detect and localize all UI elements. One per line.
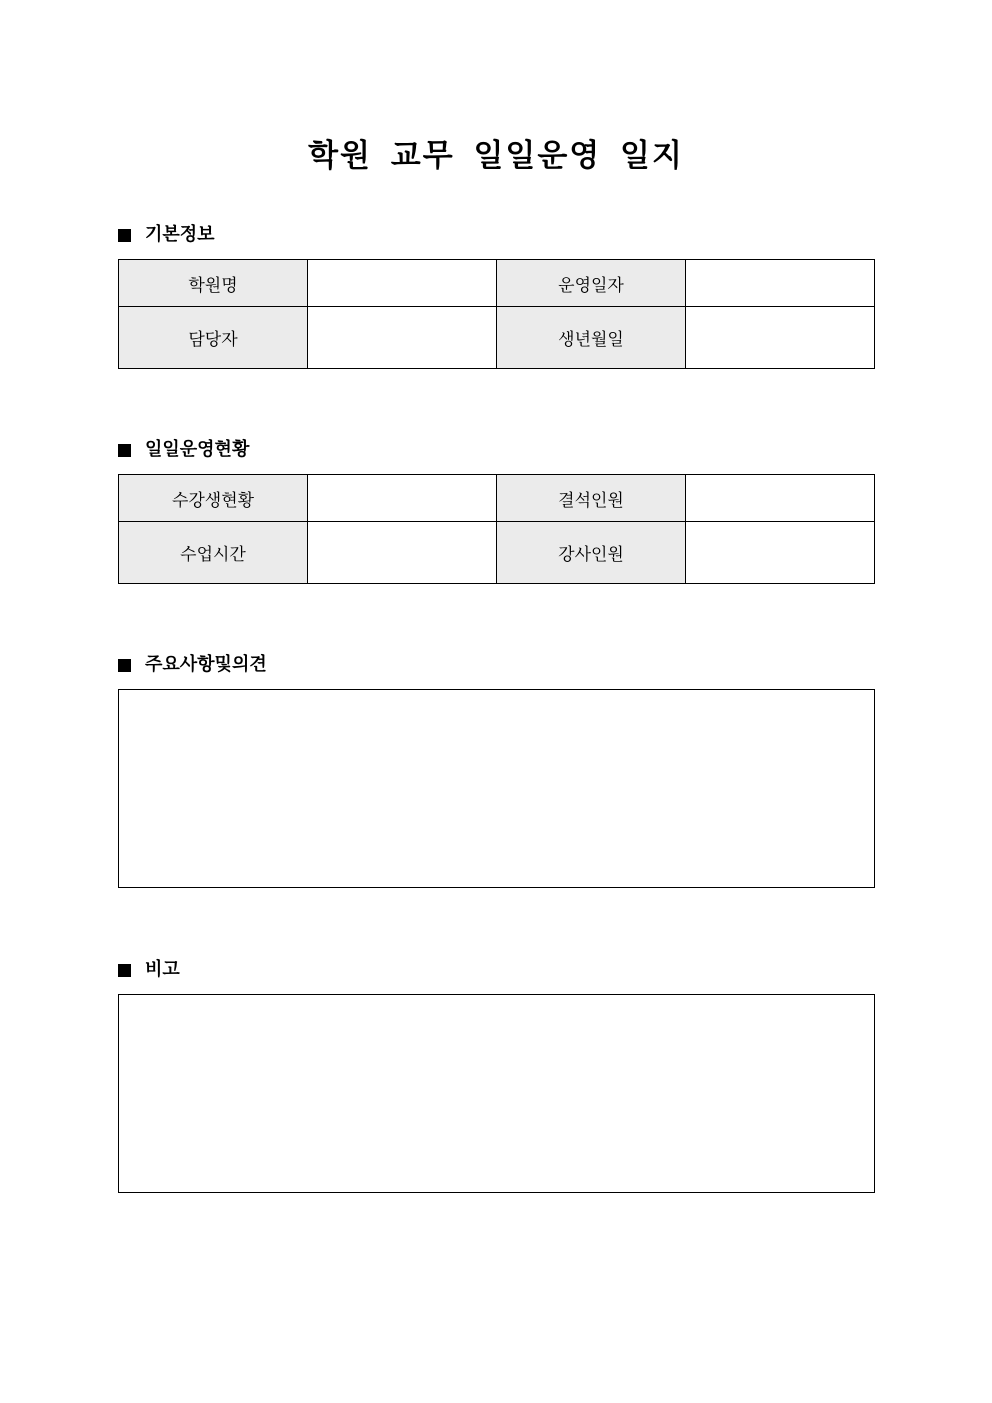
square-bullet-icon [118, 659, 131, 672]
label-person-in-charge: 담당자 [119, 307, 308, 369]
table-row [119, 522, 875, 584]
daily-status-table [118, 474, 875, 584]
field-student-status[interactable] [308, 475, 497, 522]
square-bullet-icon [118, 964, 131, 977]
table-row [119, 260, 875, 307]
section-heading-label: 비고 [145, 959, 180, 980]
section-heading-label: 일일운영현황 [145, 439, 250, 460]
label-instructor-count: 강사인원 [497, 522, 686, 584]
remarks-textarea[interactable] [118, 994, 875, 1193]
field-person-in-charge[interactable] [308, 307, 497, 369]
field-class-hours[interactable] [308, 522, 497, 584]
square-bullet-icon [118, 444, 131, 457]
field-operation-date[interactable] [686, 260, 875, 307]
field-instructor-count[interactable] [686, 522, 875, 584]
basic-info-table [118, 259, 875, 369]
section-heading-key-notes [118, 653, 267, 677]
label-academy-name: 학원명 [119, 260, 308, 307]
page-title: 학원 교무 일일운영 일지 [308, 138, 684, 174]
label-operation-date: 운영일자 [497, 260, 686, 307]
label-class-hours: 수업시간 [119, 522, 308, 584]
label-absentees: 결석인원 [497, 475, 686, 522]
section-heading-label: 주요사항및의견 [145, 654, 267, 675]
section-heading-label: 기본정보 [145, 224, 215, 245]
label-birth-date: 생년월일 [497, 307, 686, 369]
square-bullet-icon [118, 229, 131, 242]
section-heading-remarks [118, 958, 180, 982]
table-row [119, 475, 875, 522]
field-absentees[interactable] [686, 475, 875, 522]
key-notes-textarea[interactable] [118, 689, 875, 888]
label-student-status: 수강생현황 [119, 475, 308, 522]
section-heading-basic-info [118, 223, 215, 247]
field-academy-name[interactable] [308, 260, 497, 307]
section-heading-daily-status [118, 438, 249, 462]
table-row [119, 307, 875, 369]
field-birth-date[interactable] [686, 307, 875, 369]
